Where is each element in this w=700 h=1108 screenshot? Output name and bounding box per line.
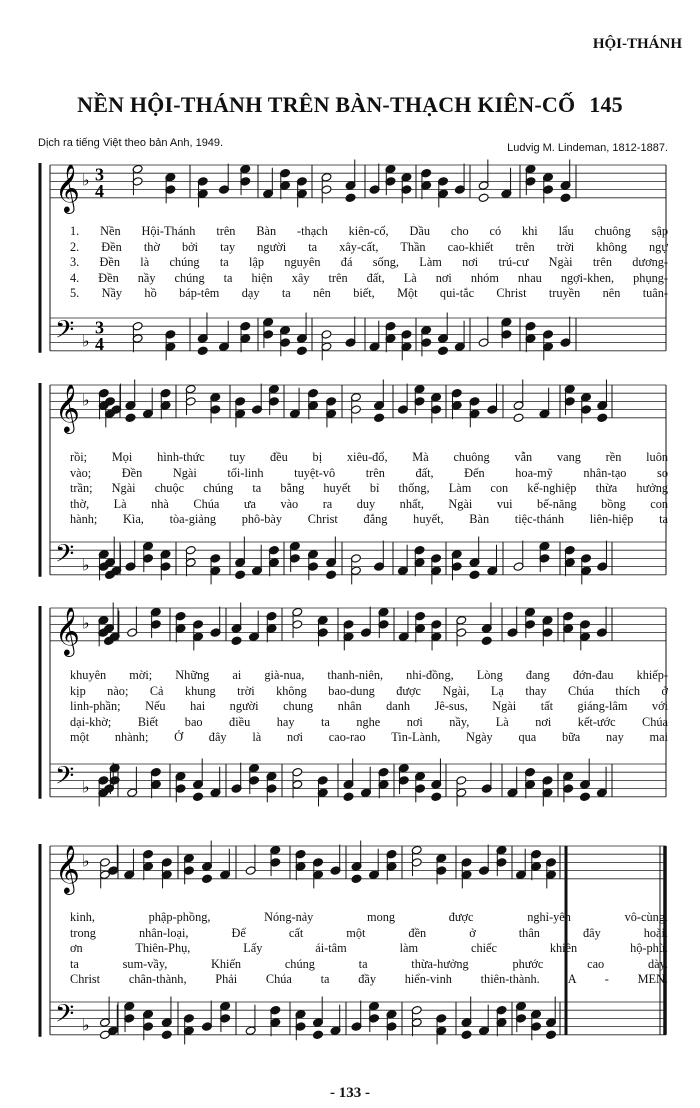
bass-clef-icon: 𝄢: [55, 999, 75, 1035]
notehead: [351, 874, 362, 884]
lyric-line: rồi; Mọi hình-thức tuy đều bị xiêu-đổ, Mà chuông vẫn vang rền luôn: [70, 450, 668, 464]
treble-clef-icon: 𝄞: [55, 162, 80, 212]
notehead: [560, 193, 571, 203]
notehead: [374, 413, 385, 423]
lyric-line: trần; Ngài chuộc chúng ta bằng huyết bỉ thống, Làm con kế-nghiệp thừa hưởng: [70, 481, 668, 496]
lyric-line: trong nhân-loại, Để cất một đền ở thân đây hoài.: [70, 925, 668, 940]
hymn-number: 145: [589, 92, 623, 117]
flat-key-signature-icon: ♭: [82, 851, 90, 871]
lyric-line: 5. Nầy hồ báp-têm dạy ta nên biết, Một qui-tắc Christ truyền nên tuân-: [70, 286, 668, 301]
lyric-line: linh-phần; Nếu hai người chung nhân danh Jê-sus, Ngài tất giáng-lâm với: [70, 699, 668, 714]
notehead: [202, 874, 213, 884]
notehead: [438, 346, 449, 356]
flat-key-signature-icon: ♭: [82, 613, 90, 633]
time-signature-digit: 3: [95, 317, 104, 338]
notehead: [478, 193, 489, 203]
bass-clef-icon: 𝄢: [55, 539, 75, 575]
lyric-line: Christ chân-thành, Phải Chúa ta đầy hiển-vinh thiên-thành. A - MEN.: [70, 972, 668, 987]
lyric-line: 1. Nền Hội-Thánh trên Bàn -thạch kiên-cố, Dầu cho có khi lẩu chuông sập: [70, 224, 668, 238]
translation-note: Dịch ra tiếng Việt theo bản Anh, 1949.: [38, 137, 224, 149]
hymn-title: NỀN HỘI-THÁNH TRÊN BÀN-THẠCH KIÊN-CỐ: [77, 92, 576, 117]
notehead: [296, 346, 307, 356]
lyric-line: 4. Đền nầy chúng ta hiện xây trên đất, Là nơi nhóm nhau ngợi-khen, phụng-: [70, 270, 668, 285]
lyrics-block-2: [70, 450, 668, 528]
lyric-line: hành; Kìa, tòa-giảng phô-bày Christ đắng huyết, Bàn tiệc-thánh liên-hiệp ta: [70, 512, 668, 527]
lyric-line: thờ, Là nhà Chúa ưa vào ra duy nhất, Ngài vui bế-năng bồng con: [70, 496, 668, 511]
notehead: [197, 346, 208, 356]
notehead: [513, 413, 524, 423]
flat-key-signature-icon: ♭: [82, 1015, 90, 1035]
lyric-line: một nhành; Ở đây là nơi cao-rao Tin-Lành, Ngày qua bữa nay mai: [70, 730, 668, 745]
lyric-line: 3. Đền là chúng ta lập nguyên đá sống, Làm nơi trú-cư Ngài trên dương-: [70, 255, 668, 270]
notehead: [235, 570, 246, 580]
notehead: [125, 413, 136, 423]
notehead: [431, 792, 442, 802]
flat-key-signature-icon: ♭: [82, 170, 90, 190]
treble-clef-icon: 𝄞: [55, 605, 80, 655]
notehead: [161, 1030, 172, 1040]
bass-clef-icon: 𝄢: [55, 761, 75, 797]
lyric-line: ta sum-vầy, Khiến chúng ta thừa-hưởng phước cao dày.: [70, 956, 668, 971]
bass-clef-icon: 𝄢: [55, 315, 75, 351]
treble-clef-icon: 𝄞: [55, 382, 80, 432]
lyric-line: dại-khờ; Biết bao điều hay ta nghe nơi nầy, Là nơi kết-ước Chúa: [70, 714, 668, 729]
lyric-line: kinh, phập-phồng, Nóng-nảy mong được nghỉ-yên vô-cùng.: [70, 910, 668, 924]
time-signature-digit: 4: [95, 333, 104, 354]
flat-key-signature-icon: ♭: [82, 555, 90, 575]
notehead: [546, 1030, 557, 1040]
notehead: [345, 193, 356, 203]
notehead: [461, 1030, 472, 1040]
lyric-line: ơn Thiên-Phụ, Lấy ái-tâm làm chiếc khiên hộ-phù.: [70, 941, 668, 956]
lyrics-block-4: [70, 910, 668, 988]
notehead: [231, 636, 242, 646]
page-number: - 133 -: [330, 1085, 370, 1101]
notehead: [326, 570, 337, 580]
section-header: HỘI-THÁNH: [592, 36, 682, 52]
lyric-line: 2. Đền thờ bởi tay người ta xây-cất, Thần cao-khiết trên trời không ngự: [70, 239, 668, 254]
notehead: [597, 413, 608, 423]
notehead: [580, 792, 591, 802]
flat-key-signature-icon: ♭: [82, 777, 90, 797]
notehead: [343, 792, 354, 802]
lyrics-block-3: [70, 668, 668, 746]
lyric-line: kịp nào; Cả khung trời không bao-dung được Ngài, Lạ thay Chúa thích ở: [70, 683, 668, 698]
flat-key-signature-icon: ♭: [82, 331, 90, 351]
flat-key-signature-icon: ♭: [82, 390, 90, 410]
lyrics-block-1: [70, 224, 668, 302]
notehead: [481, 636, 492, 646]
notehead: [469, 570, 480, 580]
lyric-line: vào; Đền Ngài tối-linh tuyệt-vô trên đất, Đến hoa-mỹ nhân-tạo so: [70, 465, 668, 480]
treble-clef-icon: 𝄞: [55, 843, 80, 893]
time-signature-digit: 3: [95, 164, 104, 185]
time-signature-digit: 4: [95, 180, 104, 201]
notehead: [313, 1030, 324, 1040]
lyric-line: khuyên mời; Những ai già-nua, thanh-niên, nhi-đồng, Lòng đang đớn-đau khiếp-: [70, 668, 668, 682]
notehead: [193, 792, 204, 802]
composer-credit: Ludvig M. Lindeman, 1812-1887.: [507, 142, 668, 154]
